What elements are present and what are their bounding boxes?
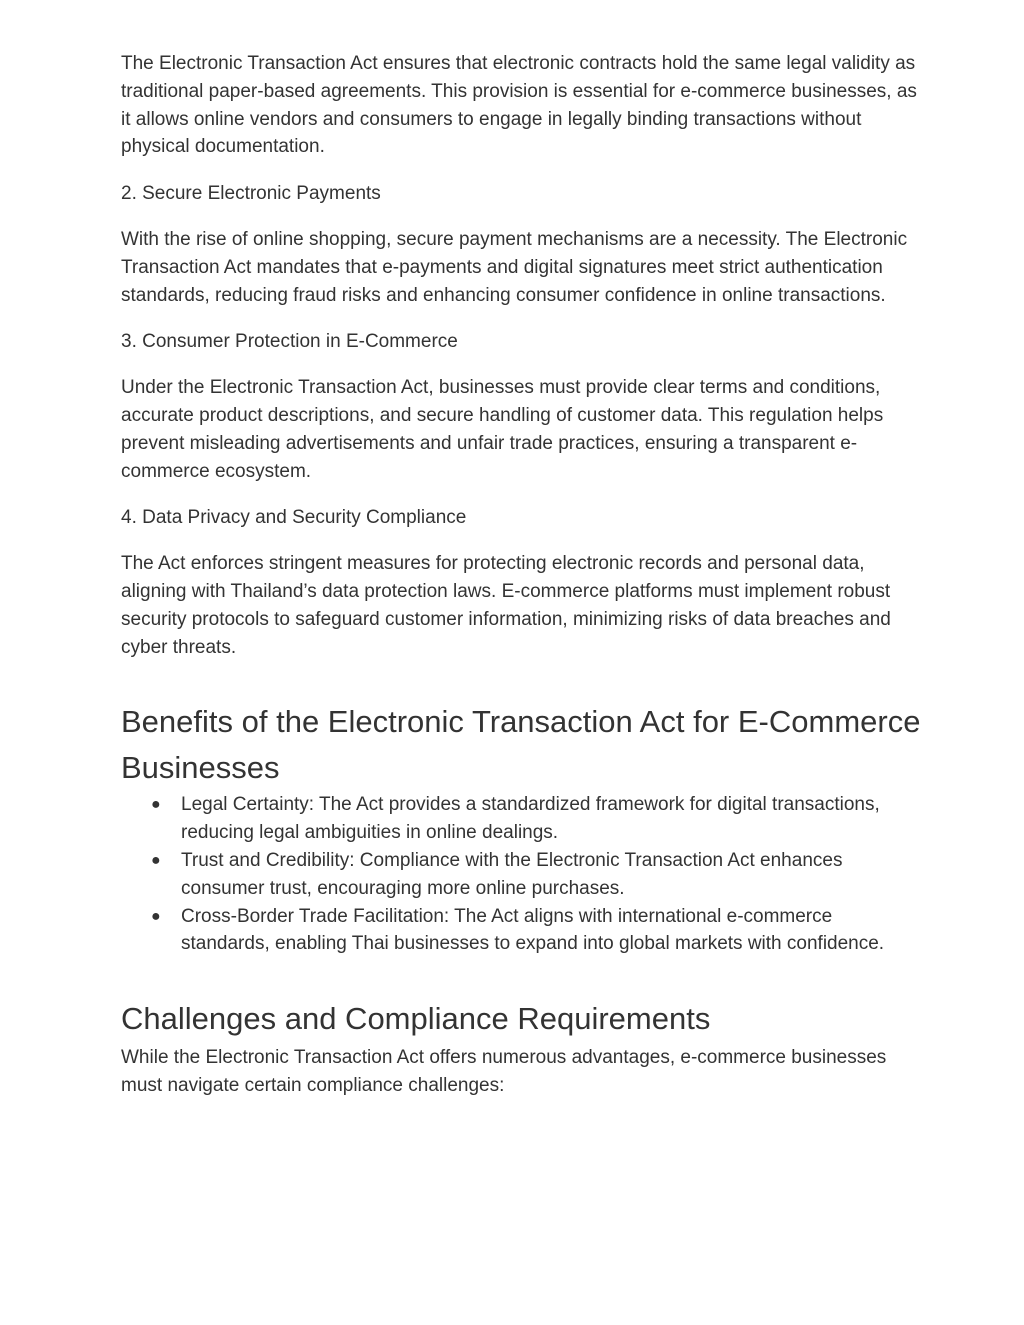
benefits-heading: Benefits of the Electronic Transaction Act for E-Commerce Businesses bbox=[121, 704, 921, 786]
challenges-heading: Challenges and Compliance Requirements bbox=[121, 1001, 711, 1037]
benefits-list-item bbox=[151, 791, 921, 847]
benefits-list-item bbox=[151, 847, 921, 903]
bullet-icon: ● bbox=[151, 851, 161, 869]
section-body-consumer-protection: Under the Electronic Transaction Act, businesses must provide clear terms and conditions, accurate product descriptions, and secure handling of customer data. This regulation helps prevent misleading advertisements and unfair trade practices, ensuring a transparent e-commerce ecosystem. bbox=[121, 377, 884, 482]
challenges-body: While the Electronic Transaction Act offers numerous advantages, e-commerce businesses must navigate certain compliance challenges: bbox=[121, 1047, 887, 1096]
benefits-list-item bbox=[151, 903, 921, 959]
benefits-list bbox=[121, 791, 921, 958]
section-heading-data-privacy: 4. Data Privacy and Security Compliance bbox=[121, 506, 467, 528]
section-body-data-privacy: The Act enforces stringent measures for protecting electronic records and personal data, aligning with Thailand’s data protection laws. E-commerce platforms must implement robust security protocols to safeguard customer information, minimizing risks of data breaches and cyber threats. bbox=[121, 553, 891, 658]
benefit-text-trust-credibility: Trust and Credibility: Compliance with the Electronic Transaction Act enhances consumer trust, encouraging more online purchases. bbox=[181, 849, 843, 899]
section-heading-consumer-protection: 3. Consumer Protection in E-Commerce bbox=[121, 330, 458, 352]
section-body-secure-payments: With the rise of online shopping, secure payment mechanisms are a necessity. The Electronic Transaction Act mandates that e-payments and digital signatures meet strict authentication standards, reducing fraud risks and enhancing consumer confidence in online transactions. bbox=[121, 228, 908, 306]
benefit-text-legal-certainty: Legal Certainty: The Act provides a standardized framework for digital transactions, reducing legal ambiguities in online dealings. bbox=[181, 794, 880, 844]
benefit-text-cross-border: Cross-Border Trade Facilitation: The Act aligns with international e-commerce standards, enabling Thai businesses to expand into global markets with confidence. bbox=[181, 905, 885, 955]
bullet-icon: ● bbox=[151, 796, 161, 814]
section-heading-secure-payments: 2. Secure Electronic Payments bbox=[121, 182, 381, 204]
bullet-icon: ● bbox=[151, 907, 161, 925]
intro-paragraph: The Electronic Transaction Act ensures that electronic contracts hold the same legal validity as traditional paper-based agreements. This provision is essential for e-commerce businesses, as it allows online vendors and consumers to engage in legally binding transactions without physical documentation. bbox=[121, 53, 917, 158]
document-page bbox=[121, 50, 921, 1100]
